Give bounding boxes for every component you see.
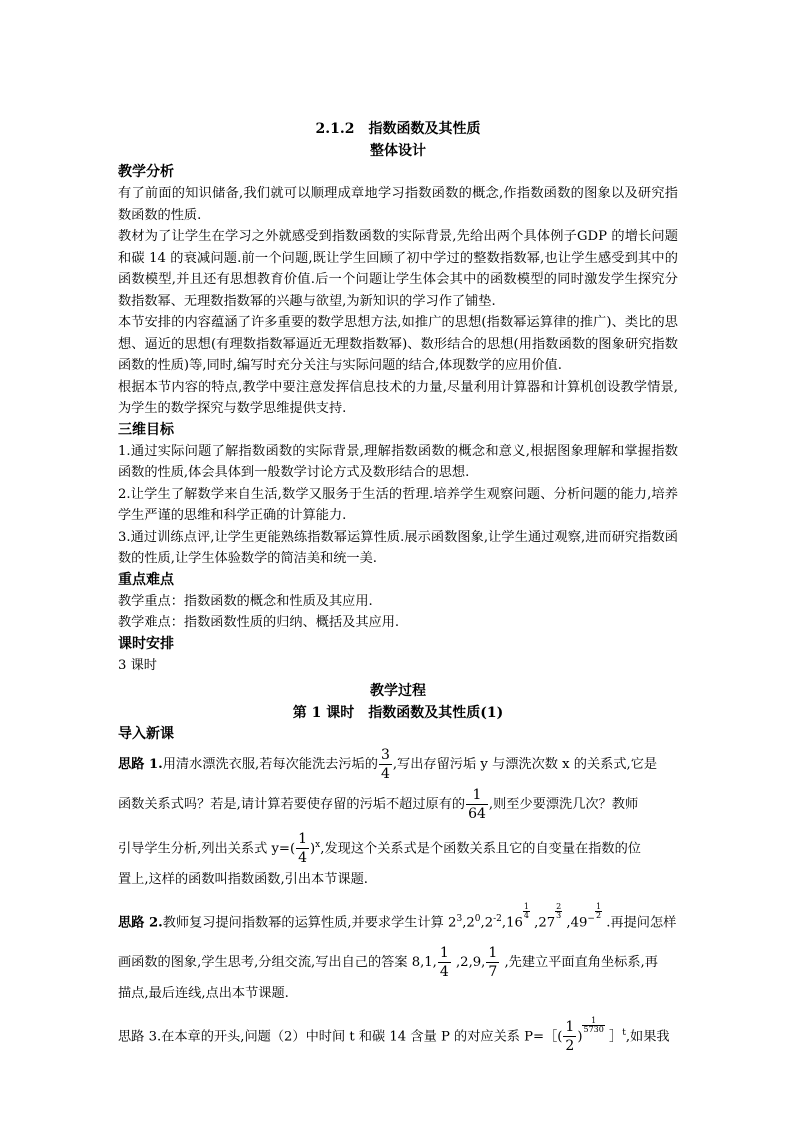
idea2-text-2: .再提问怎样 xyxy=(602,915,677,931)
exponent-two-thirds: $\frac{2}{3}$ xyxy=(556,902,562,921)
goal-item-3: 3.通过训练点评,让学生更能熟练指数幂运算性质.展示函数图象,让学生通过观察,进而研究指数函数的性质,让学生体验数学的简洁美和统一美. xyxy=(118,529,678,566)
intro-heading: 导入新课 xyxy=(118,726,174,742)
idea1-closing: 置上,这样的函数叫指数函数,引出本节课题. xyxy=(118,872,368,888)
analysis-heading: 教学分析 xyxy=(118,164,174,180)
process-title: 教学过程 xyxy=(370,683,426,699)
schedule-value: 3 课时 xyxy=(118,657,157,673)
idea2-paragraph: 思路 2.教师复习提问指数幂的运算性质,并要求学生计算 $2^3,2^0,2^{-2},16$ $\frac{1}{4}$ ,27 $\frac{2}{3}$ ,49− $\frac{1}{2}$ .再提问怎样 画函数的图象,学生思考,分组交流,写出自己的答案 8,1, $\frac{1}{4}$ ,2,9, $\frac{1}{7}$ ,先建立平面直角坐标系,再 xyxy=(118,902,677,981)
idea1-text-6: ) xyxy=(310,841,316,857)
document-page xyxy=(118,118,678,1057)
idea1-text-2: ,写出存留污垢 y 与漂洗次数 x 的关系式,它是 xyxy=(392,757,658,772)
idea1-text-7: ,发现这个关系式是个函数关系且它的自变量在指数的位 xyxy=(320,841,641,857)
idea1-text-5: 引导学生分析,列出关系式 y=( xyxy=(118,841,296,857)
analysis-paragraph-4: 根据本节内容的特点,教学中要注意发挥信息技术的力量,尽量利用计算器和计算机创设教学情景,为学生的数学探究与数学思维提供支持. xyxy=(118,379,678,416)
exponent-one-over-5730: $\frac{1}{5730}$ xyxy=(583,1016,604,1035)
idea3-text-4: ,如果我 xyxy=(625,1029,670,1045)
idea2-text-3: 画函数的图象,学生思考,分组交流,写出自己的答案 8,1, xyxy=(118,955,437,971)
idea1-text-3: 函数关系式吗？若是,请计算若要使存留的污垢不超过原有的 xyxy=(118,797,466,812)
exponent-one-quarter: $\frac{1}{4}$ xyxy=(523,902,529,921)
idea3-paragraph: 思路 3.在本章的开头,问题（2）中时间 t 和碳 14 含量 P 的对应关系 P=［( $\frac{1}{2}$ ) $\frac{1}{5730}$ ］$^t$,如果我 xyxy=(118,1016,670,1055)
fraction-one-sixty-fourth: $\frac{1}{64}$ xyxy=(468,787,486,822)
idea1-paragraph xyxy=(118,745,678,869)
idea1-text-4: ,则至少要漂洗几次？教师 xyxy=(488,797,639,812)
answer-one-seventh: $\frac{1}{7}$ xyxy=(488,945,498,981)
keypoints-heading: 重点难点 xyxy=(118,571,174,588)
schedule-heading: 课时安排 xyxy=(118,635,174,652)
fraction-one-half: $\frac{1}{2}$ xyxy=(565,1019,575,1055)
fraction-three-quarters: $\frac{3}{4}$ xyxy=(380,747,390,782)
idea3-text-1: 思路 3.在本章的开头,问题（2）中时间 t 和碳 14 含量 P 的对应关系 P=［( xyxy=(118,1029,563,1045)
goal-item-1: 1.通过实际问题了解指数函数的实际背景,理解指数函数的概念和意义,根据图象理解和掌握指数函数的性质,体会具体到一般数学讨论方式及数形结合的思想. xyxy=(118,443,678,480)
analysis-paragraph-1: 有了前面的知识储备,我们就可以顺理成章地学习指数函数的概念,作指数函数的图象以及研究指数函数的性质. xyxy=(118,186,678,223)
teaching-focus: 教学重点：指数函数的概念和性质及其应用. xyxy=(118,593,373,609)
goals-heading: 三维目标 xyxy=(118,421,174,438)
idea2-text-1: 教师复习提问指数幂的运算性质,并要求学生计算 2 xyxy=(162,915,457,931)
fraction-one-quarter: $\frac{1}{4}$ xyxy=(298,831,308,867)
teaching-difficulty: 教学难点：指数函数性质的归纳、概括及其应用. xyxy=(118,615,400,630)
section-title: 2.1.2 指数函数及其性质 xyxy=(315,121,481,137)
lesson-title: 第 1 课时 指数函数及其性质(1) xyxy=(292,705,504,721)
exponent-minus-one-half: $\frac{1}{2}$ xyxy=(595,902,602,921)
idea2-label: 思路 2. xyxy=(118,915,163,931)
analysis-paragraph-2: 教材为了让学生在学习之外就感受到指数函数的实际背景,先给出两个具体例子GDP 的增长问题和碳 14 的衰减问题.前一个问题,既让学生回顾了初中学过的整数指数幂,也让学生感受到其中的函数模型,并且还有思想教育价值.后一个问题让学生体会其中的函数模型的同时激发学生探究分数指数幂、无理数指数幂的兴趣与欲望,为新知识的学习作了铺垫. xyxy=(118,229,678,309)
analysis-paragraph-3: 本节安排的内容蕴涵了许多重要的数学思想方法,如推广的思想(指数幂运算律的推广)、类比的思想、逼近的思想(有理数指数幂逼近无理数指数幂)、数形结合的思想(用指数函数的图象研究指数函数的性质)等,同时,编写时充分关注与实际问题的结合,体现数学的应用价值. xyxy=(118,315,678,373)
idea2-closing: 描点,最后连线,点出本节课题. xyxy=(118,986,289,1002)
idea1-label: 思路 1. xyxy=(118,757,163,772)
idea1-text-1: 用清水漂洗衣服,若每次能洗去污垢的 xyxy=(162,757,378,772)
idea1-exponent-x: x xyxy=(315,840,321,850)
goal-item-2: 2.让学生了解数学来自生活,数学又服务于生活的哲理.培养学生观察问题、分析问题的能力,培养学生严谨的思维和科学正确的计算能力. xyxy=(118,486,678,523)
answer-one-quarter: $\frac{1}{4}$ xyxy=(439,945,449,981)
document-subtitle: 整体设计 xyxy=(370,143,426,159)
idea2-text-5: ,先建立平面直角坐标系,再 xyxy=(500,955,658,971)
